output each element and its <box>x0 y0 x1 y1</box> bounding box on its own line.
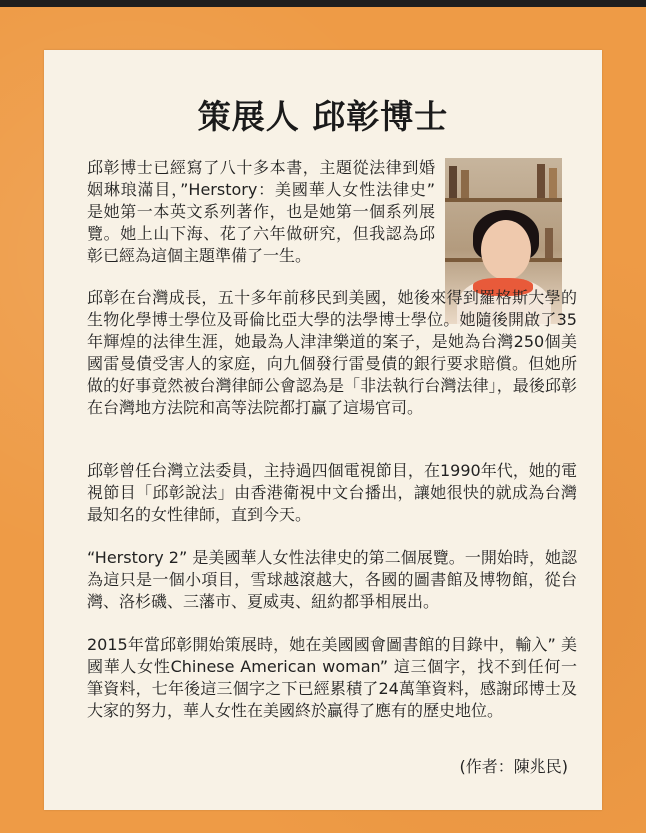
book-graphic <box>461 170 469 198</box>
paragraph-5: 2015年當邱彰開始策展時，她在美國國會圖書館的目錄中，輸入” 美國華人女性Chinese American woman” 這三個字，找不到任何一筆資料，七年後這三個字之下已經累積了24萬筆資料，感謝邱博士及大家的努力，華人女性在美國終於贏得了應有的歷史地位。 <box>87 635 577 720</box>
paragraph-3: 邱彰曾任台灣立法委員，主持過四個電視節目，在1990年代，她的電視節目「邱彰說法」由香港衛視中文台播出，讓她很快的就成為台灣最知名的女性律師，直到今天。 <box>87 461 577 524</box>
paragraph-4: “Herstory 2” 是美國華人女性法律史的第二個展覽。一開始時，她認為這只是一個小項目，雪球越滾越大，各國的圖書館及博物館，從台灣、洛杉磯、三藩市、夏威夷、紐約都爭相展出。 <box>87 548 577 611</box>
content-card <box>44 50 602 810</box>
book-graphic <box>549 168 557 198</box>
poster-background <box>0 7 646 833</box>
author-credit: (作者：陳兆民) <box>459 757 568 776</box>
bookshelf-graphic <box>445 198 562 202</box>
paragraph-2: 邱彰在台灣成長，五十多年前移民到美國，她後來得到羅格斯大學的生物化學博士學位及哥倫比亞大學的法學博士學位。她隨後開啟了35年輝煌的法律生涯，她最為人津津樂道的案子，是她為台灣250個美國雷曼債受害人的家庭，向九個發行雷曼債的銀行要求賠償。但她所做的好事竟然被台灣律師公會認為是「非法執行台灣法律」，最後邱彰在台灣地方法院和高等法院都打贏了這場官司。 <box>87 288 577 417</box>
paragraph-1: 邱彰博士已經寫了八十多本書，主題從法律到婚姻琳琅滿目，”Herstory：美國華人女性法律史” 是她第一本英文系列著作，也是她第一個系列展覽。她上山下海、花了六年做研究，但我認為邱彰已經為這個主題準備了一生。 <box>87 158 435 265</box>
portrait-face-graphic <box>481 220 531 280</box>
book-graphic <box>537 164 545 198</box>
page-title: 策展人 邱彰博士 <box>197 97 449 136</box>
book-graphic <box>545 228 553 258</box>
book-graphic <box>449 166 457 198</box>
